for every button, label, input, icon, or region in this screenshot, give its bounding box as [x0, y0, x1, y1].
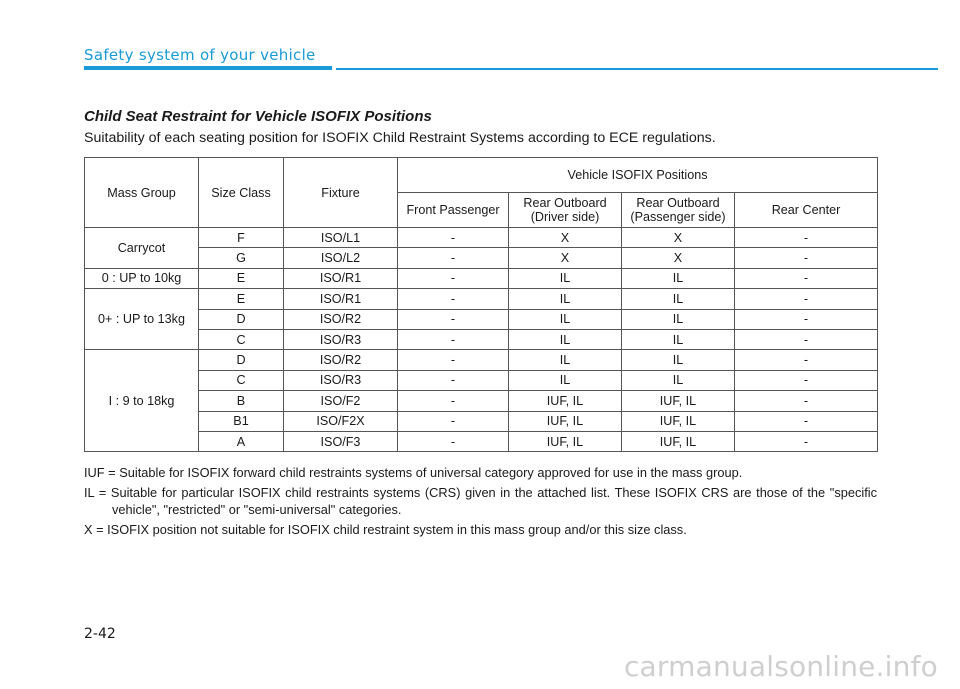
table-row: [85, 309, 878, 329]
table-row: [85, 329, 878, 349]
fixture-cell: ISO/F2X: [284, 411, 398, 431]
fixture-cell: ISO/R3: [284, 370, 398, 390]
rear-passenger-cell: IL: [622, 370, 735, 390]
front-passenger-cell: -: [398, 350, 509, 370]
fixture-cell: ISO/R1: [284, 289, 398, 309]
table-row: [85, 350, 878, 370]
rear-passenger-cell: IUF, IL: [622, 411, 735, 431]
table-row: [85, 391, 878, 411]
rear-center-cell: -: [735, 248, 878, 268]
mass-group-cell: 0+ : UP to 13kg: [85, 289, 199, 350]
isofix-table: [84, 157, 878, 452]
rear-center-cell: -: [735, 350, 878, 370]
mass-group-cell: Carrycot: [85, 228, 199, 269]
section-rule-thin: [336, 68, 938, 70]
size-class-cell: A: [199, 431, 284, 451]
rear-center-cell: -: [735, 391, 878, 411]
rear-passenger-cell: IUF, IL: [622, 431, 735, 451]
table-row: [85, 228, 878, 248]
front-passenger-cell: -: [398, 411, 509, 431]
table-row: [85, 411, 878, 431]
fixture-cell: ISO/F3: [284, 431, 398, 451]
size-class-cell: E: [199, 289, 284, 309]
front-passenger-cell: -: [398, 329, 509, 349]
size-class-cell: G: [199, 248, 284, 268]
rear-driver-cell: IUF, IL: [509, 391, 622, 411]
fixture-cell: ISO/R2: [284, 309, 398, 329]
front-passenger-cell: -: [398, 309, 509, 329]
fixture-cell: ISO/R2: [284, 350, 398, 370]
size-class-cell: D: [199, 309, 284, 329]
rear-passenger-cell: IL: [622, 289, 735, 309]
front-passenger-cell: -: [398, 248, 509, 268]
fixture-cell: ISO/L2: [284, 248, 398, 268]
rear-passenger-cell: X: [622, 248, 735, 268]
rear-passenger-cell: IL: [622, 350, 735, 370]
rear-center-cell: -: [735, 268, 878, 288]
fixture-cell: ISO/R3: [284, 329, 398, 349]
rear-driver-cell: IL: [509, 329, 622, 349]
rear-driver-cell: IUF, IL: [509, 411, 622, 431]
rear-center-cell: -: [735, 289, 878, 309]
note-il: IL = Suitable for particular ISOFIX child restraints systems (CRS) given in the attached list. These ISOFIX CRS are those of the "specific vehicle", "restricted" or "semi-universal" categories.: [84, 484, 877, 518]
front-passenger-cell: -: [398, 370, 509, 390]
intro-text: Suitability of each seating position for ISOFIX Child Restraint Systems according to ECE regulations.: [84, 130, 716, 146]
fixture-cell: ISO/L1: [284, 228, 398, 248]
rear-passenger-cell: IL: [622, 309, 735, 329]
size-class-cell: C: [199, 329, 284, 349]
table-row: [85, 268, 878, 288]
header-isofix-positions: Vehicle ISOFIX Positions: [398, 158, 878, 193]
rear-driver-cell: IL: [509, 370, 622, 390]
rear-driver-cell: IL: [509, 309, 622, 329]
header-rear-outboard-passenger-line1: Rear Outboard: [636, 196, 720, 210]
rear-driver-cell: IL: [509, 268, 622, 288]
size-class-cell: E: [199, 268, 284, 288]
mass-group-cell: 0 : UP to 10kg: [85, 268, 199, 288]
front-passenger-cell: -: [398, 268, 509, 288]
rear-driver-cell: X: [509, 228, 622, 248]
size-class-cell: C: [199, 370, 284, 390]
mass-group-cell: I : 9 to 18kg: [85, 350, 199, 452]
watermark: carmanualsonline.info: [623, 650, 938, 683]
header-rear-outboard-passenger: [622, 193, 735, 228]
rear-driver-cell: X: [509, 248, 622, 268]
fixture-cell: ISO/F2: [284, 391, 398, 411]
header-fixture: Fixture: [284, 158, 398, 228]
section-title: Safety system of your vehicle: [84, 46, 316, 64]
rear-passenger-cell: X: [622, 228, 735, 248]
header-rear-outboard-passenger-line2: (Passenger side): [630, 210, 726, 224]
rear-center-cell: -: [735, 411, 878, 431]
rear-driver-cell: IUF, IL: [509, 431, 622, 451]
rear-center-cell: -: [735, 309, 878, 329]
header-size-class: Size Class: [199, 158, 284, 228]
size-class-cell: D: [199, 350, 284, 370]
table-row: [85, 370, 878, 390]
rear-center-cell: -: [735, 370, 878, 390]
table-row: [85, 289, 878, 309]
note-x: X = ISOFIX position not suitable for ISOFIX child restraint system in this mass group and/or this size class.: [84, 521, 687, 537]
rear-driver-cell: IL: [509, 350, 622, 370]
page-number: 2-42: [84, 626, 116, 642]
header-front-passenger: Front Passenger: [398, 193, 509, 228]
header-rear-outboard-driver-line2: (Driver side): [530, 210, 600, 224]
fixture-cell: ISO/R1: [284, 268, 398, 288]
size-class-cell: B: [199, 391, 284, 411]
notes-section: [84, 464, 877, 540]
table-row: [85, 248, 878, 268]
page-heading: Child Seat Restraint for Vehicle ISOFIX Positions: [84, 108, 432, 125]
rear-passenger-cell: IL: [622, 268, 735, 288]
front-passenger-cell: -: [398, 431, 509, 451]
header-rear-center: Rear Center: [735, 193, 878, 228]
rear-center-cell: -: [735, 228, 878, 248]
section-rule-thick: [84, 66, 332, 70]
table-row: [85, 431, 878, 451]
front-passenger-cell: -: [398, 228, 509, 248]
front-passenger-cell: -: [398, 391, 509, 411]
header-rear-outboard-driver-line1: Rear Outboard: [523, 196, 607, 210]
size-class-cell: B1: [199, 411, 284, 431]
rear-center-cell: -: [735, 329, 878, 349]
rear-passenger-cell: IL: [622, 329, 735, 349]
note-iuf: IUF = Suitable for ISOFIX forward child restraints systems of universal category approved for use in the mass group.: [84, 465, 743, 480]
header-mass-group: Mass Group: [85, 158, 199, 228]
rear-driver-cell: IL: [509, 289, 622, 309]
rear-passenger-cell: IUF, IL: [622, 391, 735, 411]
rear-center-cell: -: [735, 431, 878, 451]
front-passenger-cell: -: [398, 289, 509, 309]
size-class-cell: F: [199, 228, 284, 248]
header-rear-outboard-driver: [509, 193, 622, 228]
